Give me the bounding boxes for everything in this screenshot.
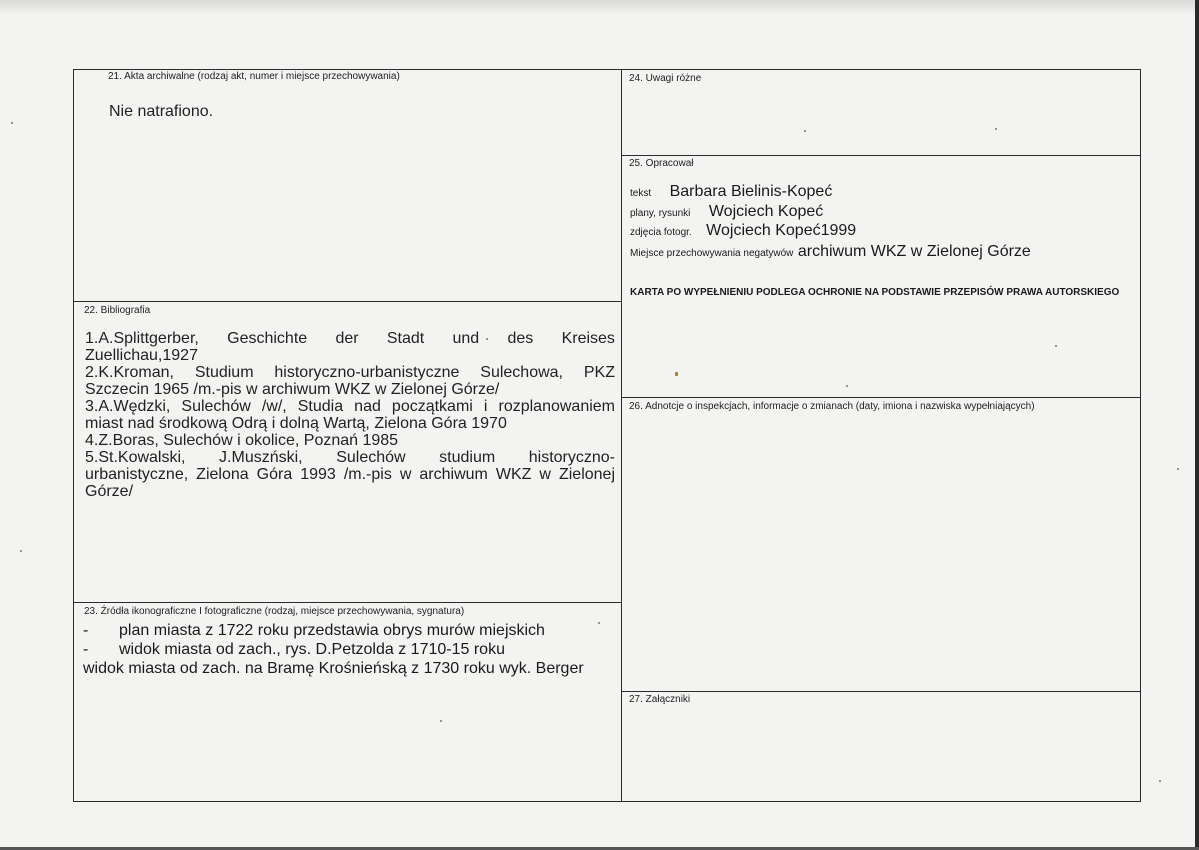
iconographic-line-1: - plan miasta z 1722 roku przedstawia obrys murów miejskich [83,622,545,639]
iconographic-list [83,621,619,678]
iconographic-line-3: widok miasta od zach. na Bramę Krośnieńską z 1730 roku wyk. Berger [83,660,584,677]
divider-26-27 [621,691,1141,692]
bibliography-line-2: Zuellichau,1927 [85,347,198,364]
column-divider [621,69,622,802]
bibliography-line-7: 4.Z.Boras, Sulechów i okolice, Poznań 1985 [85,432,399,449]
scan-speck [11,122,13,124]
scan-speck [598,622,600,624]
iconographic-line-2: - widok miasta od zach., rys. D.Petzolda z 1710-15 roku [83,641,505,658]
author-photos-row: zdjęcia fotogr. Wojciech Kopeć1999 [630,222,857,239]
bibliography-list [85,330,615,500]
negatives-location-row: Miejsce przechowywania negatywów archiwum WKZ w Zielonej Górze [630,243,1031,260]
section-24-label: 24. Uwagi różne [629,73,702,84]
divider-25-26 [621,397,1141,398]
scan-speck [995,128,997,130]
scan-speck [1177,468,1179,470]
author-plans-row: plany, rysunki Wojciech Kopeć [630,203,824,220]
section-27-label: 27. Załączniki [629,694,691,705]
scan-speck [846,385,848,387]
copyright-notice: KARTA PO WYPEŁNIENIU PODLEGA OCHRONIE NA PODSTAWIE PRZEPISÓW PRAWA AUTORSKIEGO [630,287,1120,298]
scan-speck [1159,780,1161,782]
bibliography-line-4: Szczecin 1965 /m.-pis w archiwum WKZ w Zielonej Górze/ [85,381,500,398]
bibliography-line-5: 3.A.Wędzki, Sulechów /w/, Studia nad początkami i rozplanowaniem [85,398,615,415]
scan-speck [1055,345,1057,347]
divider-24-25 [621,155,1141,156]
divider-22-23 [73,602,621,603]
scan-speck [804,130,806,132]
scan-speck [440,720,442,722]
section-23-label: 23. Źródła ikonograficzne I fotograficzne (rodzaj, miejsce przechowywania, sygnatura) [84,606,465,617]
scan-speck [486,338,488,340]
section-25-label: 25. Opracował [629,158,694,169]
section-21-label: 21. Akta archiwalne (rodzaj akt, numer i miejsce przechowywania) [108,71,400,82]
section-26-label: 26. Adnotcje o inspekcjach, informacje o zmianach (daty, imiona i nazwiska wypełniających) [629,401,1035,412]
bibliography-line-10: Górze/ [85,483,134,500]
scan-right-edge [1195,0,1199,850]
scan-speck [20,550,22,552]
section-21-text: Nie natrafiono. [109,103,214,120]
scan-top-edge [0,0,1199,14]
author-text-row: tekst Barbara Bielinis-Kopeć [630,183,833,200]
section-22-label: 22. Bibliografia [84,305,151,316]
scan-speck [675,372,678,376]
bibliography-line-9: urbanistyczne, Zielona Góra 1993 /m.-pis w archiwum WKZ w Zielonej [85,466,615,483]
bibliography-line-6: miast nad środkową Odrą i dolną Wartą, Zielona Góra 1970 [85,415,507,432]
bibliography-line-1: 1.A.Splittgerber, Geschichte der Stadt und des Kreises [85,330,615,347]
bibliography-line-8: 5.St.Kowalski, J.Muszński, Sulechów studium historyczno- [85,449,615,466]
bibliography-line-3: 2.K.Kroman, Studium historyczno-urbanistyczne Sulechowa, PKZ [85,364,615,381]
divider-21-22 [73,301,621,302]
